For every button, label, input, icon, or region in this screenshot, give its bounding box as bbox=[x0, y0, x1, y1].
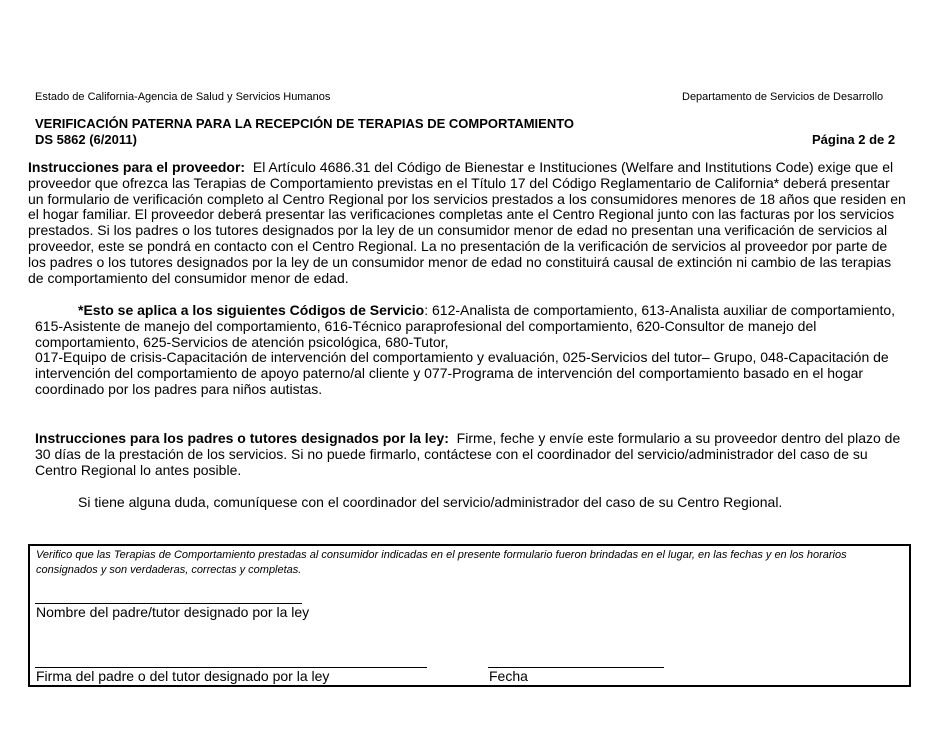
form-title: VERIFICACIÓN PATERNA PARA LA RECEPCIÓN DE TERAPIAS DE COMPORTAMIENTO bbox=[35, 116, 575, 131]
provider-instructions-heading: Instrucciones para el proveedor: bbox=[28, 159, 246, 175]
parent-instructions-text: Firme, feche y envíe este formulario a su proveedor dentro del plazo de 30 días de la prestación de los servicios. Si no puede firmarlo, contáctese con el coordinador del servicio/administrador del caso de su Centro Regional lo antes posible. bbox=[35, 430, 901, 478]
parent-instructions bbox=[35, 431, 911, 478]
agency-name: Estado de California-Agencia de Salud y Servicios Humanos bbox=[35, 91, 331, 103]
service-codes-text: 615-Asistente de manejo del comportamiento, 616-Técnico paraprofesional del comportamiento, 620-Consultor de manejo del comportamiento, 625-Servicios de atención psicológica, 680-Tutor, bbox=[35, 317, 817, 350]
verification-statement: Verifico que las Terapias de Comportamiento prestadas al consumidor indicadas en el presente formulario fueron brindadas en el lugar, en las fechas y en los horarios consignados y son verdaderas, correctas y completas. bbox=[36, 549, 847, 576]
verification-box bbox=[28, 544, 911, 687]
provider-instructions bbox=[28, 160, 906, 286]
service-codes-text2: 017-Equipo de crisis-Capacitación de intervención del comportamiento y evaluación, 025-Servicios del tutor– Grupo, 048-Capacitación de intervención del comportamiento de apoyo paterno/al cliente y 077-Programa de intervención del comportamiento basado en el hogar coordinado por los padres para niños autistas. bbox=[35, 349, 889, 397]
service-codes-line1: : 612-Analista de comportamiento, 613-Analista auxiliar de comportamiento, bbox=[424, 302, 896, 318]
department-name: Departamento de Servicios de Desarrollo bbox=[682, 91, 884, 103]
name-label: Nombre del padre/tutor designado por la ley bbox=[36, 604, 310, 620]
page-number: Página 2 de 2 bbox=[812, 132, 896, 147]
questions-text: Si tiene alguna duda, comuníquese con el coordinador del servicio/administrador del caso de su Centro Regional. bbox=[78, 494, 783, 510]
service-codes bbox=[35, 303, 905, 398]
date-label: Fecha bbox=[489, 668, 528, 684]
service-codes-heading: *Esto se aplica a los siguientes Códigos de Servicio bbox=[78, 302, 425, 318]
service-codes-first-line bbox=[35, 303, 905, 319]
parent-instructions-heading: Instrucciones para los padres o tutores designados por la ley: bbox=[35, 430, 449, 446]
provider-instructions-text: El Artículo 4686.31 del Código de Bienestar e Instituciones (Welfare and Institutions Code) exige que el proveedor que ofrezca las Terapias de Comportamiento previstas en el Título 17 del Código Reglamentario de California* deberá presentar un formulario de verificación completo al Centro Regional por los servicios prestados a los consumidores menores de 18 años que residen en el hogar familiar. El proveedor deberá presentar las verificaciones completas ante el Centro Regional junto con las facturas por los servicios prestados. Si los padres o los tutores designados por la ley de un consumidor menor de edad no presentan una verificación de servicios al proveedor, este se pondrá en contacto con el Centro Regional. La no presentación de la verificación de servicios al proveedor por parte de los padres o los tutores designados por la ley de un consumidor menor de edad no constituirá causal de extinción ni cambio de las terapias de comportamiento del consumidor menor de edad. bbox=[28, 159, 906, 286]
form-number: DS 5862 (6/2011) bbox=[35, 132, 137, 147]
signature-label: Firma del padre o del tutor designado por la ley bbox=[36, 668, 330, 684]
